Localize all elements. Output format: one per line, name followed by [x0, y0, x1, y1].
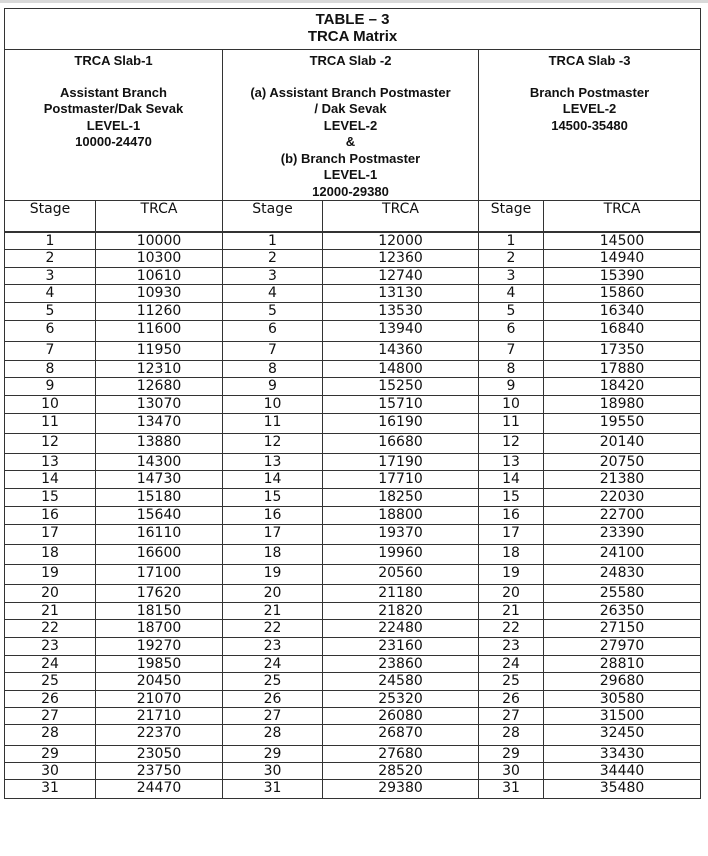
trca-cell: 25580 [544, 585, 701, 603]
trca-cell: 17710 [323, 471, 479, 489]
stage-cell: 27 [5, 708, 96, 725]
stage-cell: 4 [223, 285, 323, 303]
stage-cell: 21 [223, 603, 323, 620]
stage-cell: 27 [223, 708, 323, 725]
stage-cell: 27 [479, 708, 544, 725]
table-row [5, 414, 701, 434]
trca-cell: 16680 [323, 434, 479, 454]
stage-cell: 28 [223, 725, 323, 746]
stage-cell: 19 [479, 565, 544, 585]
column-header-trca: TRCA [323, 201, 479, 233]
trca-cell: 18150 [96, 603, 223, 620]
trca-cell: 11950 [96, 342, 223, 361]
trca-cell: 31500 [544, 708, 701, 725]
trca-cell: 19960 [323, 545, 479, 565]
slab-header-row [5, 50, 701, 201]
table-row [5, 303, 701, 321]
trca-cell: 22370 [96, 725, 223, 746]
trca-cell: 14800 [323, 361, 479, 378]
stage-cell: 31 [223, 780, 323, 799]
slab-1-line: 10000-24470 [75, 134, 152, 149]
stage-cell: 5 [223, 303, 323, 321]
stage-cell: 12 [5, 434, 96, 454]
slab-3-line: LEVEL-2 [562, 101, 617, 116]
table-row [5, 780, 701, 799]
trca-cell: 16110 [96, 525, 223, 545]
stage-cell: 25 [223, 673, 323, 691]
trca-cell: 19370 [323, 525, 479, 545]
slab-2-line: LEVEL-1 [323, 167, 378, 182]
trca-cell: 22480 [323, 620, 479, 638]
trca-cell: 17190 [323, 454, 479, 471]
stage-cell: 10 [223, 396, 323, 414]
trca-cell: 20140 [544, 434, 701, 454]
stage-cell: 29 [479, 746, 544, 763]
trca-cell: 35480 [544, 780, 701, 799]
stage-cell: 20 [479, 585, 544, 603]
stage-cell: 15 [479, 489, 544, 507]
trca-cell: 26350 [544, 603, 701, 620]
trca-cell: 20750 [544, 454, 701, 471]
table-row [5, 454, 701, 471]
table-row [5, 342, 701, 361]
stage-cell: 6 [479, 321, 544, 342]
trca-cell: 16840 [544, 321, 701, 342]
trca-cell: 23050 [96, 746, 223, 763]
table-row [5, 620, 701, 638]
trca-cell: 11260 [96, 303, 223, 321]
trca-cell: 12680 [96, 378, 223, 396]
table-row [5, 565, 701, 585]
slab-3-line: Branch Postmaster [529, 84, 650, 100]
trca-cell: 12740 [323, 268, 479, 285]
stage-cell: 16 [5, 507, 96, 525]
trca-cell: 22700 [544, 507, 701, 525]
stage-cell: 11 [5, 414, 96, 434]
stage-cell: 13 [5, 454, 96, 471]
stage-cell: 24 [479, 656, 544, 673]
table-row [5, 746, 701, 763]
stage-cell: 9 [5, 378, 96, 396]
trca-cell: 16340 [544, 303, 701, 321]
table-row [5, 396, 701, 414]
trca-cell: 13880 [96, 434, 223, 454]
table-row [5, 585, 701, 603]
trca-cell: 17350 [544, 342, 701, 361]
table-row [5, 321, 701, 342]
stage-cell: 13 [223, 454, 323, 471]
trca-cell: 14360 [323, 342, 479, 361]
stage-cell: 31 [479, 780, 544, 799]
trca-cell: 24100 [544, 545, 701, 565]
column-header-row [5, 201, 701, 233]
table-row [5, 489, 701, 507]
trca-cell: 26080 [323, 708, 479, 725]
stage-cell: 16 [223, 507, 323, 525]
trca-cell: 19550 [544, 414, 701, 434]
stage-cell: 20 [5, 585, 96, 603]
trca-cell: 23160 [323, 638, 479, 656]
trca-cell: 17620 [96, 585, 223, 603]
stage-cell: 15 [5, 489, 96, 507]
table-row [5, 525, 701, 545]
slab-2-header [223, 50, 479, 201]
column-header-stage: Stage [479, 201, 544, 233]
table-row [5, 673, 701, 691]
stage-cell: 1 [479, 232, 544, 250]
trca-cell: 34440 [544, 763, 701, 780]
stage-cell: 7 [223, 342, 323, 361]
stage-cell: 30 [479, 763, 544, 780]
trca-cell: 10000 [96, 232, 223, 250]
stage-cell: 26 [479, 691, 544, 708]
stage-cell: 7 [5, 342, 96, 361]
slab-2-line: 12000-29380 [312, 183, 389, 199]
stage-cell: 7 [479, 342, 544, 361]
table-row [5, 708, 701, 725]
trca-cell: 32450 [544, 725, 701, 746]
trca-cell: 28520 [323, 763, 479, 780]
trca-cell: 24830 [544, 565, 701, 585]
stage-cell: 10 [479, 396, 544, 414]
trca-cell: 23390 [544, 525, 701, 545]
table-row [5, 638, 701, 656]
stage-cell: 17 [223, 525, 323, 545]
slab-1-header [5, 50, 223, 201]
stage-cell: 4 [5, 285, 96, 303]
stage-cell: 20 [223, 585, 323, 603]
table-row [5, 471, 701, 489]
stage-cell: 12 [223, 434, 323, 454]
stage-cell: 14 [5, 471, 96, 489]
stage-cell: 23 [223, 638, 323, 656]
stage-cell: 22 [5, 620, 96, 638]
stage-cell: 24 [5, 656, 96, 673]
stage-cell: 18 [5, 545, 96, 565]
trca-cell: 17880 [544, 361, 701, 378]
stage-cell: 17 [5, 525, 96, 545]
trca-cell: 15640 [96, 507, 223, 525]
trca-cell: 30580 [544, 691, 701, 708]
table-row [5, 268, 701, 285]
stage-cell: 6 [223, 321, 323, 342]
slab-3-header [479, 50, 701, 201]
trca-cell: 15250 [323, 378, 479, 396]
slab-2-line: LEVEL-2 [323, 117, 378, 133]
table-row [5, 378, 701, 396]
trca-cell: 15860 [544, 285, 701, 303]
column-header-stage: Stage [223, 201, 323, 233]
trca-cell: 22030 [544, 489, 701, 507]
page-top-edge [0, 0, 708, 3]
trca-cell: 12310 [96, 361, 223, 378]
table-row [5, 361, 701, 378]
stage-cell: 1 [223, 232, 323, 250]
stage-cell: 2 [223, 250, 323, 268]
trca-cell: 27150 [544, 620, 701, 638]
trca-cell: 18800 [323, 507, 479, 525]
stage-cell: 22 [223, 620, 323, 638]
trca-cell: 27680 [323, 746, 479, 763]
trca-cell: 19850 [96, 656, 223, 673]
stage-cell: 25 [479, 673, 544, 691]
stage-cell: 13 [479, 454, 544, 471]
trca-cell: 18250 [323, 489, 479, 507]
trca-cell: 16600 [96, 545, 223, 565]
stage-cell: 16 [479, 507, 544, 525]
trca-cell: 17100 [96, 565, 223, 585]
stage-cell: 8 [5, 361, 96, 378]
table-row [5, 545, 701, 565]
stage-cell: 2 [479, 250, 544, 268]
slab-2-line: (b) Branch Postmaster [280, 150, 421, 166]
trca-cell: 10610 [96, 268, 223, 285]
stage-cell: 9 [479, 378, 544, 396]
table-title-row [5, 9, 701, 50]
stage-cell: 5 [5, 303, 96, 321]
trca-cell: 21180 [323, 585, 479, 603]
trca-cell: 18980 [544, 396, 701, 414]
stage-cell: 3 [5, 268, 96, 285]
trca-cell: 15180 [96, 489, 223, 507]
stage-cell: 23 [479, 638, 544, 656]
column-header-stage: Stage [5, 201, 96, 233]
stage-cell: 8 [479, 361, 544, 378]
stage-cell: 29 [223, 746, 323, 763]
stage-cell: 22 [479, 620, 544, 638]
stage-cell: 21 [5, 603, 96, 620]
table-row [5, 285, 701, 303]
stage-cell: 26 [223, 691, 323, 708]
stage-cell: 1 [5, 232, 96, 250]
trca-cell: 26870 [323, 725, 479, 746]
stage-cell: 29 [5, 746, 96, 763]
trca-cell: 23860 [323, 656, 479, 673]
stage-cell: 5 [479, 303, 544, 321]
table-row [5, 691, 701, 708]
trca-cell: 20450 [96, 673, 223, 691]
slab-2-title: TRCA Slab -2 [309, 53, 392, 68]
stage-cell: 14 [479, 471, 544, 489]
trca-cell: 28810 [544, 656, 701, 673]
table-row [5, 434, 701, 454]
stage-cell: 24 [223, 656, 323, 673]
stage-cell: 8 [223, 361, 323, 378]
stage-cell: 26 [5, 691, 96, 708]
slab-2-line: (a) Assistant Branch Postmaster [250, 84, 451, 100]
trca-cell: 21070 [96, 691, 223, 708]
stage-cell: 21 [479, 603, 544, 620]
trca-cell: 15390 [544, 268, 701, 285]
stage-cell: 14 [223, 471, 323, 489]
column-header-trca: TRCA [544, 201, 701, 233]
trca-cell: 25320 [323, 691, 479, 708]
stage-cell: 3 [223, 268, 323, 285]
stage-cell: 11 [223, 414, 323, 434]
stage-cell: 9 [223, 378, 323, 396]
trca-cell: 14500 [544, 232, 701, 250]
stage-cell: 6 [5, 321, 96, 342]
slab-1-title: TRCA Slab-1 [74, 53, 153, 68]
stage-cell: 28 [5, 725, 96, 746]
trca-cell: 29680 [544, 673, 701, 691]
trca-cell: 14940 [544, 250, 701, 268]
slab-2-line: / Dak Sevak [314, 101, 387, 116]
stage-cell: 4 [479, 285, 544, 303]
trca-cell: 21710 [96, 708, 223, 725]
trca-cell: 11600 [96, 321, 223, 342]
slab-1-line: Assistant Branch [60, 84, 167, 100]
trca-cell: 12360 [323, 250, 479, 268]
stage-cell: 18 [479, 545, 544, 565]
stage-cell: 23 [5, 638, 96, 656]
slab-3-line: 14500-35480 [551, 117, 628, 133]
stage-cell: 18 [223, 545, 323, 565]
trca-cell: 18420 [544, 378, 701, 396]
column-header-trca: TRCA [96, 201, 223, 233]
trca-cell: 14730 [96, 471, 223, 489]
stage-cell: 17 [479, 525, 544, 545]
slab-2-line: & [345, 134, 356, 149]
trca-cell: 18700 [96, 620, 223, 638]
stage-cell: 12 [479, 434, 544, 454]
trca-cell: 21820 [323, 603, 479, 620]
table-row [5, 725, 701, 746]
table-title-cell [5, 9, 701, 50]
table-row [5, 763, 701, 780]
stage-cell: 30 [5, 763, 96, 780]
stage-cell: 30 [223, 763, 323, 780]
trca-cell: 29380 [323, 780, 479, 799]
stage-cell: 25 [5, 673, 96, 691]
table-subtitle: TRCA Matrix [307, 28, 398, 45]
stage-cell: 11 [479, 414, 544, 434]
trca-cell: 13470 [96, 414, 223, 434]
trca-cell: 15710 [323, 396, 479, 414]
stage-cell: 10 [5, 396, 96, 414]
trca-matrix-table [4, 8, 701, 799]
trca-cell: 16190 [323, 414, 479, 434]
stage-cell: 2 [5, 250, 96, 268]
table-title: TABLE – 3 [315, 11, 390, 28]
table-row [5, 250, 701, 268]
table-row [5, 656, 701, 673]
stage-cell: 31 [5, 780, 96, 799]
table-row [5, 507, 701, 525]
trca-cell: 19270 [96, 638, 223, 656]
stage-cell: 19 [223, 565, 323, 585]
slab-1-line: Postmaster/Dak Sevak [43, 101, 184, 116]
trca-cell: 14300 [96, 454, 223, 471]
stage-cell: 15 [223, 489, 323, 507]
trca-cell: 13940 [323, 321, 479, 342]
trca-cell: 10300 [96, 250, 223, 268]
slab-3-title: TRCA Slab -3 [548, 53, 631, 68]
slab-1-line: LEVEL-1 [86, 117, 141, 133]
trca-cell: 27970 [544, 638, 701, 656]
trca-cell: 24580 [323, 673, 479, 691]
trca-cell: 13530 [323, 303, 479, 321]
trca-cell: 21380 [544, 471, 701, 489]
table-row [5, 603, 701, 620]
stage-cell: 3 [479, 268, 544, 285]
trca-cell: 20560 [323, 565, 479, 585]
trca-cell: 23750 [96, 763, 223, 780]
trca-cell: 13070 [96, 396, 223, 414]
trca-cell: 13130 [323, 285, 479, 303]
table-row [5, 232, 701, 250]
trca-cell: 24470 [96, 780, 223, 799]
trca-cell: 10930 [96, 285, 223, 303]
trca-cell: 12000 [323, 232, 479, 250]
stage-cell: 28 [479, 725, 544, 746]
stage-cell: 19 [5, 565, 96, 585]
trca-cell: 33430 [544, 746, 701, 763]
